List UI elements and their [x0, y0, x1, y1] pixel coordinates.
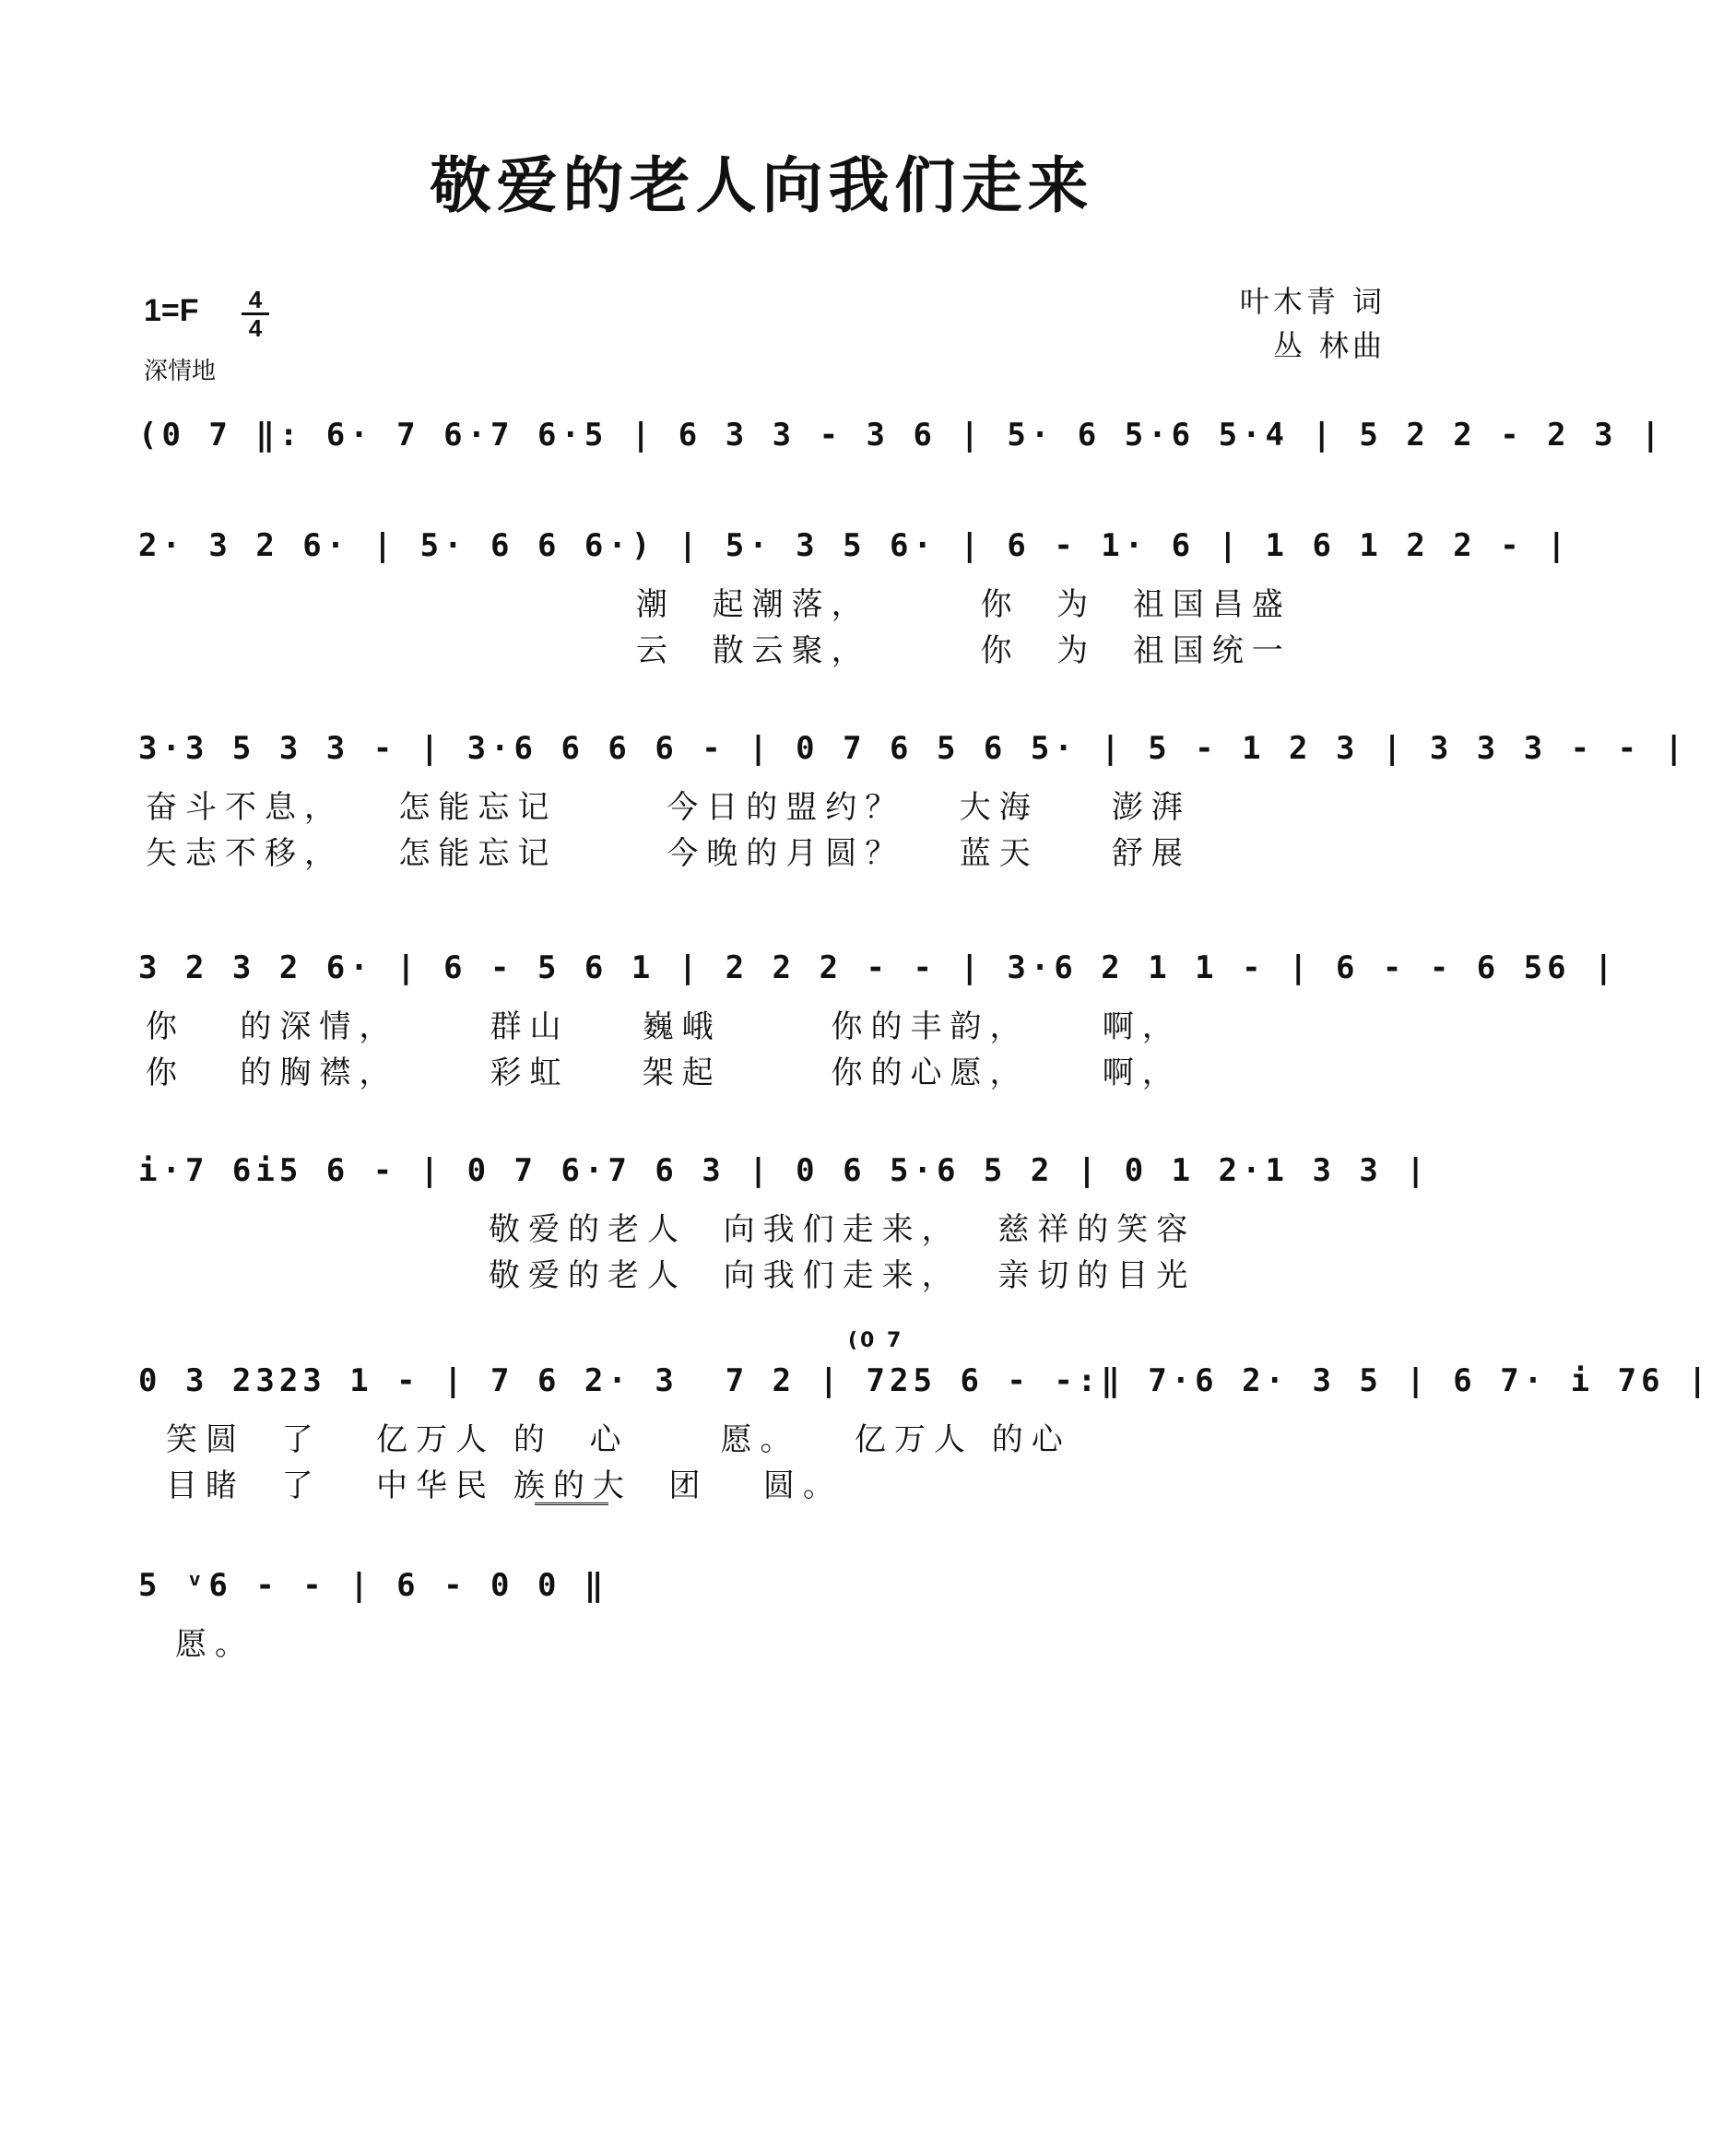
- key-signature: 1=F: [144, 293, 199, 328]
- lyric-verse-1: 奋斗不息， 怎能忘记 今日的盟约？ 大海 澎湃: [146, 789, 1191, 826]
- composer-credit: 丛 林曲: [1272, 328, 1386, 363]
- notation-line: 3 2 3 2 6· | 6 - 5 6 1 | 2 2 2 - - | 3·6 2 1 1 - | 6 - - 6 56 |: [138, 949, 1618, 986]
- lyricist-credit: 叶木青 词: [1239, 284, 1386, 319]
- tempo-marking: 深情地: [144, 358, 217, 385]
- notation-line: (0 7 ‖: 6· 7 6·7 6·5 | 6 3 3 - 3 6 | 5· 6 5·6 5·4 | 5 2 2 - 2 3 |: [138, 417, 1665, 454]
- notation-line: i·7 6i5 6 - | 0 7 6·7 6 3 | 0 6 5·6 5 2 | 0 1 2·1 3 3 |: [138, 1152, 1430, 1189]
- lyric-verse-1: 愿。: [175, 1626, 254, 1663]
- song-title: 敬爱的老人向我们走来: [430, 149, 1094, 221]
- lyric-verse-1: 你 的深情， 群山 巍峨 你的丰韵， 啊，: [146, 1008, 1182, 1045]
- notation-line: 5 ᵛ6 - - | 6 - 0 0 ‖: [138, 1567, 608, 1604]
- lyric-underline: [535, 1502, 608, 1509]
- lyric-verse-2: 矢志不移， 怎能忘记 今晚的月圆？ 蓝天 舒展: [146, 835, 1191, 872]
- notation-line: 3·3 5 3 3 - | 3·6 6 6 6 - | 0 7 6 5 6 5· | 5 - 1 2 3 | 3 3 3 - - |: [138, 730, 1689, 767]
- time-signature-bottom: 4: [248, 314, 263, 342]
- lyric-verse-2: 目睹 了 中华民 族的大 团 圆。: [166, 1467, 843, 1504]
- lyric-verse-2: 云 散云聚， 你 为 祖国统一: [636, 632, 1292, 669]
- lyric-verse-1: 敬爱的老人 向我们走来， 慈祥的笑容: [489, 1211, 1197, 1248]
- time-signature-top: 4: [248, 286, 263, 313]
- time-signature: [242, 288, 269, 340]
- lyric-verse-2: 你 的胸襟， 彩虹 架起 你的心愿， 啊，: [146, 1054, 1182, 1091]
- lyric-verse-2: 敬爱的老人 向我们走来， 亲切的目光: [489, 1257, 1197, 1294]
- lyric-verse-1: 潮 起潮落， 你 为 祖国昌盛: [636, 586, 1292, 623]
- lyric-verse-1: 笑圆 了 亿万人 的 心 愿。 亿万人 的心: [166, 1421, 1071, 1458]
- notation-line: 2· 3 2 6· | 5· 6 6 6·) | 5· 3 5 6· | 6 - 1· 6 | 1 6 1 2 2 - |: [138, 527, 1571, 564]
- notation-line: 0 3 2323 1 - | 7 6 2· 3 7 2 | 725 6 - -:‖ 7·6 2· 3 5 | 6 7· i 76 |: [138, 1362, 1711, 1399]
- volta-marking: (0 7: [848, 1329, 904, 1352]
